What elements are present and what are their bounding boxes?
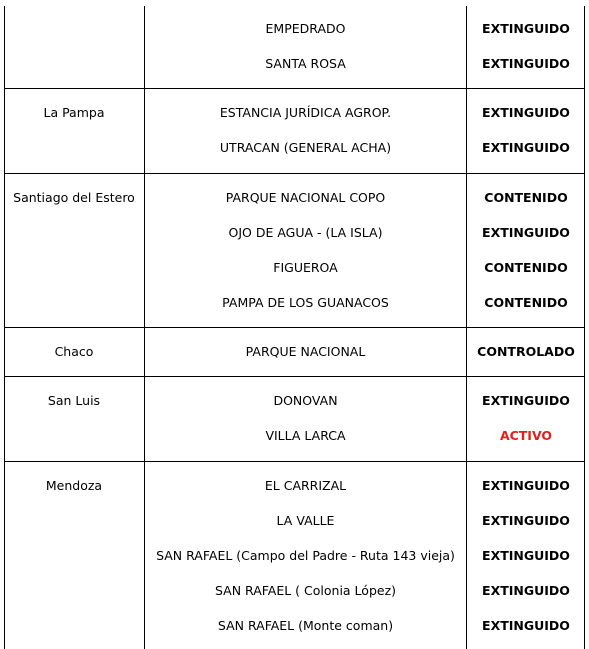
place-cell: LA VALLE	[276, 513, 335, 528]
status-cell: EXTINGUIDO	[482, 618, 570, 633]
status-cell: EXTINGUIDO	[482, 548, 570, 563]
place-cell: VILLA LARCA	[265, 428, 346, 443]
province-cell: La Pampa	[43, 105, 105, 120]
province-cell: Chaco	[54, 344, 94, 359]
row-divider	[4, 461, 585, 462]
status-cell: EXTINGUIDO	[482, 513, 570, 528]
place-cell: PARQUE NACIONAL COPO	[225, 190, 386, 205]
province-cell: Santiago del Estero	[13, 190, 135, 205]
status-cell: EXTINGUIDO	[482, 105, 570, 120]
status-cell-active: ACTIVO	[499, 428, 553, 443]
status-cell: EXTINGUIDO	[482, 583, 570, 598]
place-cell: FIGUEROA	[273, 260, 338, 275]
status-cell: EXTINGUIDO	[482, 225, 570, 240]
province-cell: Mendoza	[45, 478, 103, 493]
status-cell: EXTINGUIDO	[482, 478, 570, 493]
place-cell: SAN RAFAEL (Monte coman)	[217, 618, 394, 633]
status-cell: CONTROLADO	[477, 344, 575, 359]
place-cell: DONOVAN	[273, 393, 338, 408]
place-cell: SANTA ROSA	[265, 56, 346, 71]
status-cell: CONTENIDO	[484, 260, 568, 275]
row-divider	[4, 173, 585, 174]
place-cell: ESTANCIA JURÍDICA AGROP.	[219, 105, 392, 120]
place-cell: SAN RAFAEL (Campo del Padre - Ruta 143 vieja)	[156, 548, 455, 563]
fire-status-table	[4, 6, 585, 649]
place-cell: PAMPA DE LOS GUANACOS	[222, 295, 389, 310]
status-cell: EXTINGUIDO	[482, 140, 570, 155]
place-cell: OJO DE AGUA - (LA ISLA)	[228, 225, 383, 240]
status-cell: CONTENIDO	[484, 295, 568, 310]
province-cell: San Luis	[47, 393, 101, 408]
status-cell: EXTINGUIDO	[482, 21, 570, 36]
row-divider	[4, 376, 585, 377]
status-cell: CONTENIDO	[484, 190, 568, 205]
status-cell: EXTINGUIDO	[482, 393, 570, 408]
place-cell: EL CARRIZAL	[264, 478, 347, 493]
place-cell: UTRACAN (GENERAL ACHA)	[219, 140, 392, 155]
row-divider	[4, 327, 585, 328]
place-cell: EMPEDRADO	[265, 21, 346, 36]
row-divider	[4, 88, 585, 89]
status-cell: EXTINGUIDO	[482, 56, 570, 71]
place-cell: SAN RAFAEL ( Colonia López)	[214, 583, 397, 598]
place-cell: PARQUE NACIONAL	[245, 344, 366, 359]
